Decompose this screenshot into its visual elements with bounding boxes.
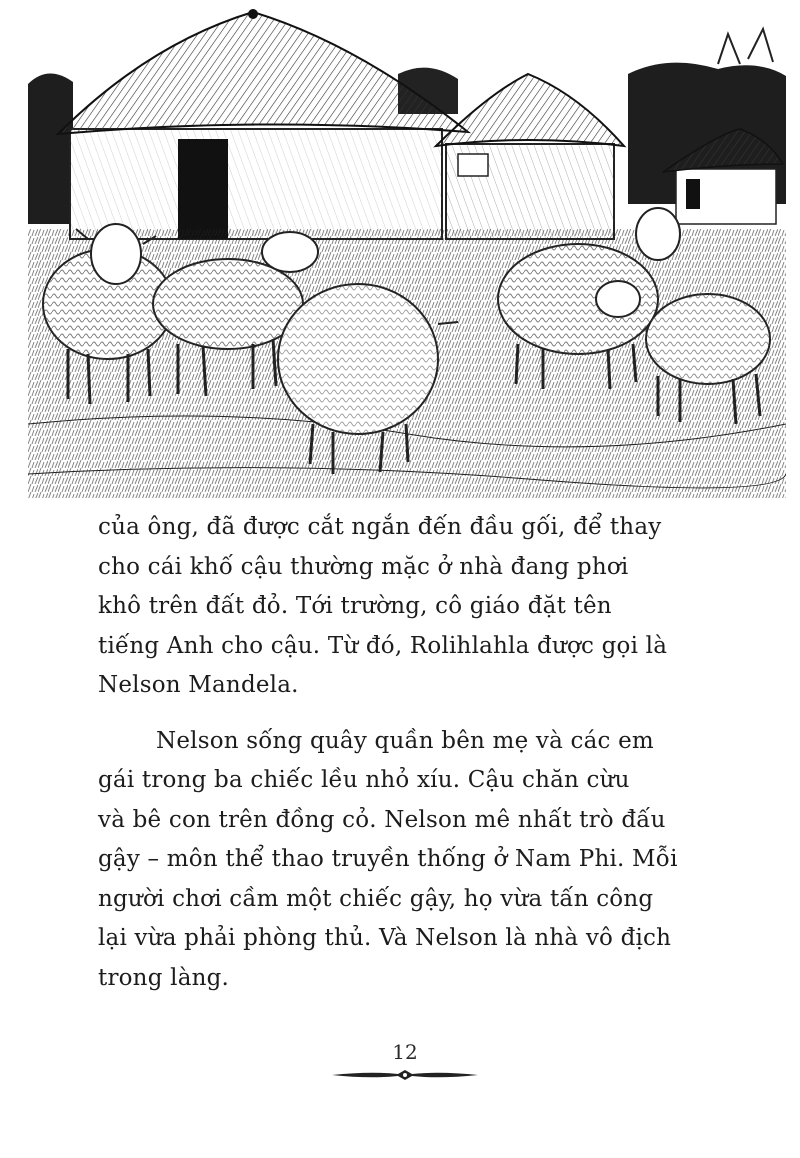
village-sheep-illustration [28,4,786,498]
big-hut [58,9,468,239]
text-line: Nelson sống quây quần bên mẹ và các em [156,727,654,754]
text-line: lại vừa phải phòng thủ. Và Nelson là nhà vô địch [98,925,672,951]
text-line: gậy – môn thể thao truyền thống ở Nam Phi. Mỗi [98,846,678,872]
page-number: 12 [392,1040,418,1064]
text-line: trong làng. [98,964,230,991]
body-text [98,508,738,998]
page-ornament-icon [330,1068,480,1082]
page-footer [330,1040,480,1082]
text-line: gái trong ba chiếc lều nhỏ xíu. Cậu chăn cừu [98,767,630,793]
paragraph [98,722,738,999]
text-line: và bê con trên đồng cỏ. Nelson mê nhất trò đấu [98,806,666,833]
text-line: tiếng Anh cho cậu. Từ đó, Rolihlahla được gọi là [98,632,668,659]
middle-hut [436,74,624,239]
text-line: khô trên đất đỏ. Tới trường, cô giáo đặt tên [98,593,612,619]
paragraph [98,508,738,706]
text-line: cho cái khố cậu thường mặc ở nhà đang phơi [98,553,629,580]
text-line: Nelson Mandela. [98,672,299,698]
text-line: người chơi cầm một chiếc gậy, họ vừa tấn công [98,885,654,912]
text-line: của ông, đã được cắt ngắn đến đầu gối, để thay [98,514,662,540]
